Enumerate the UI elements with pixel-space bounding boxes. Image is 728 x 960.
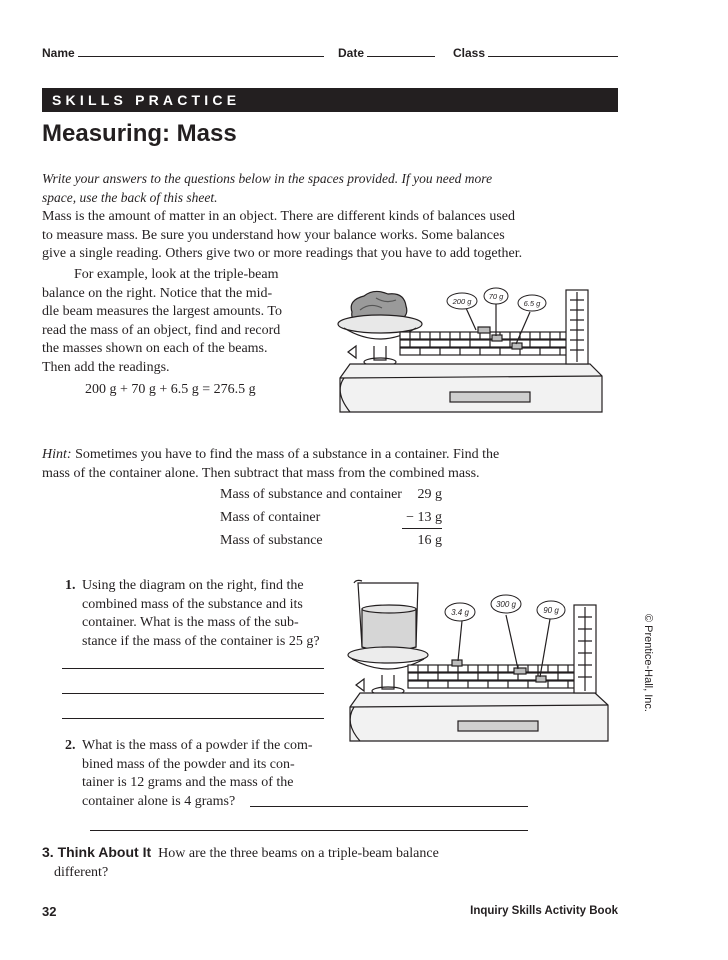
intro-paragraph [42, 208, 522, 264]
name-label: Name [42, 46, 75, 60]
class-line[interactable] [488, 45, 618, 57]
question-3 [42, 843, 439, 882]
question-1 [65, 577, 320, 651]
answer-line-1c[interactable] [62, 718, 324, 719]
name-field[interactable] [42, 45, 324, 60]
mass-calculation [220, 486, 442, 555]
figure2-label-3-4g: 3.4 g [451, 608, 469, 617]
figure2-label-300g: 300 g [495, 600, 517, 609]
question-2-line: What is the mass of a powder if the com- [82, 738, 313, 753]
question-3-line: different? [54, 864, 109, 880]
question-2-line: bined mass of the powder and its con- [82, 756, 295, 772]
figure1-label-200g: 200 g [452, 297, 472, 306]
example-line: dle beam measures the largest amounts. To [42, 304, 282, 319]
question-1-line: container. What is the mass of the sub- [82, 615, 299, 630]
date-line[interactable] [367, 45, 435, 57]
question-2 [65, 737, 313, 811]
question-1-number: 1. [65, 578, 76, 593]
intro-line: give a single reading. Others give two or more readings that you have to add together. [42, 246, 523, 261]
page-number: 32 [42, 904, 57, 919]
figure1-label-70g: 70 g [488, 292, 504, 301]
figure1-label-6-5g: 6.5 g [523, 299, 541, 308]
calc-value: 16 g [417, 533, 442, 548]
intro-line: Mass is the amount of matter in an object. There are different kinds of balances used [42, 209, 515, 224]
date-field[interactable] [338, 45, 435, 60]
question-3-label: 3. Think About It [42, 844, 152, 860]
calc-label: Mass of container [220, 510, 321, 525]
directions-line: Write your answers to the questions below in the spaces provided. If you need more [42, 171, 493, 186]
hint-line: mass of the container alone. Then subtract that mass from the combined mass. [42, 465, 480, 481]
calc-row [220, 486, 442, 509]
example-equation: 200 g + 70 g + 6.5 g = 276.5 g [85, 382, 256, 397]
example-line: Then add the readings. [42, 359, 170, 375]
calc-value: 29 g [417, 487, 442, 502]
answer-line-2a[interactable] [250, 806, 528, 807]
question-2-line: container alone is 4 grams? [82, 793, 236, 809]
page-title: Measuring: Mass [42, 120, 237, 147]
question-1-line: Using the diagram on the right, find the [82, 578, 304, 593]
section-banner: SKILLS PRACTICE [42, 88, 618, 112]
question-1-line: stance if the mass of the container is 25 g? [82, 633, 320, 649]
triple-beam-balance-figure-2 [340, 575, 625, 755]
hint-label: Hint: [42, 447, 72, 462]
calc-value: − 13 g [402, 509, 442, 529]
example-line: balance on the right. Notice that the mid- [42, 285, 273, 301]
hint-paragraph [42, 446, 499, 483]
answer-line-1b[interactable] [62, 693, 324, 694]
question-2-number: 2. [65, 738, 76, 753]
class-label: Class [453, 46, 486, 60]
example-line: the masses shown on each of the beams. [42, 341, 268, 356]
answer-line-1a[interactable] [62, 668, 324, 669]
answer-line-2b[interactable] [90, 830, 528, 831]
hint-text: Sometimes you have to find the mass of a substance in a container. Find the [71, 447, 500, 462]
directions-line: space, use the back of this sheet. [42, 189, 218, 205]
intro-line: to measure mass. Be sure you understand how your balance works. Some balances [42, 227, 505, 243]
question-2-line: tainer is 12 grams and the mass of the [82, 775, 294, 790]
calc-row [220, 532, 442, 555]
date-label: Date [338, 46, 365, 60]
question-1-line: combined mass of the substance and its [82, 596, 303, 612]
directions [42, 170, 492, 207]
calc-row [220, 509, 442, 532]
example-paragraph [42, 266, 282, 377]
book-title: Inquiry Skills Activity Book [470, 905, 618, 917]
triple-beam-balance-figure-1 [330, 280, 620, 430]
question-3-text: How are the three beams on a triple-beam balance [158, 846, 439, 861]
calc-label: Mass of substance [220, 533, 323, 548]
example-line: For example, look at the triple-beam [74, 267, 279, 282]
calc-label: Mass of substance and container [220, 487, 402, 502]
name-line[interactable] [78, 45, 324, 57]
example-line: read the mass of an object, find and record [42, 322, 281, 338]
class-field[interactable] [453, 45, 618, 60]
copyright-notice: © Prentice-Hall, Inc. [642, 614, 654, 712]
figure2-label-90g: 90 g [543, 606, 559, 615]
